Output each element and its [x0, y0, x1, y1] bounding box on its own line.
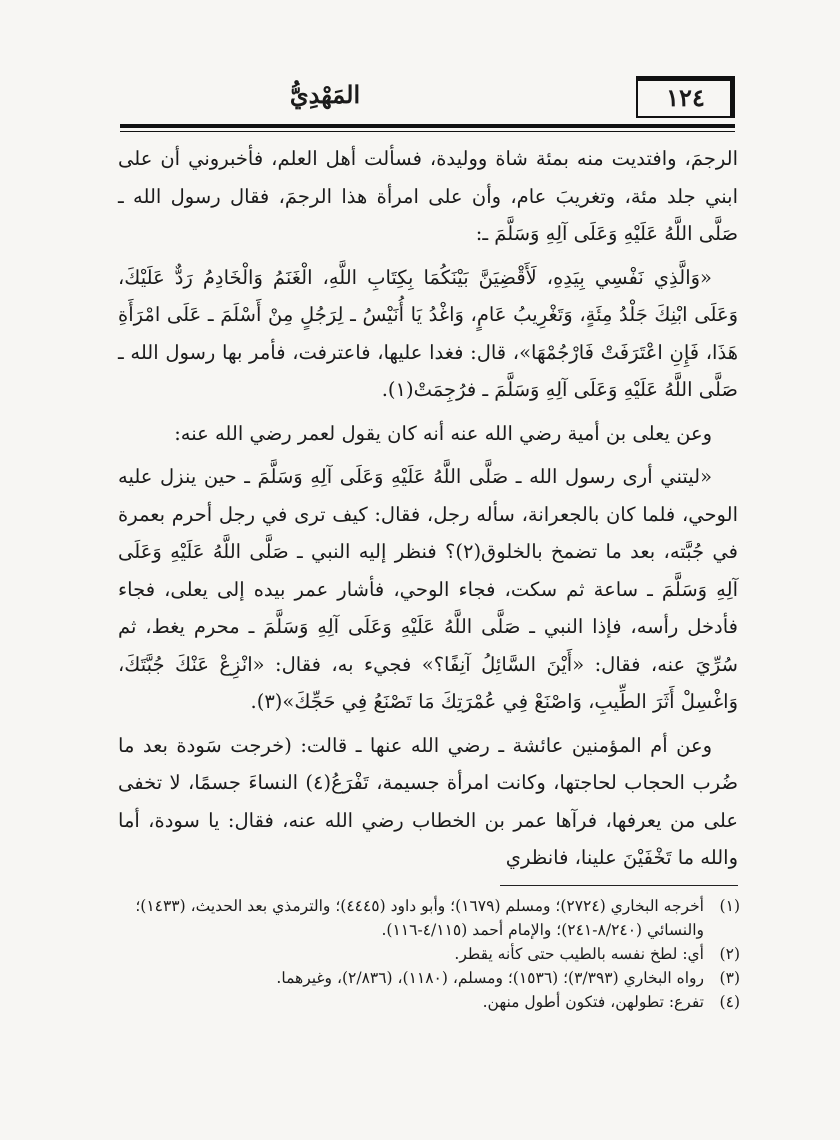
paragraph: وعن أم المؤمنين عائشة ـ رضي الله عنها ـ قالت: (خرجت سَودة بعد ما ضُرب الحجاب لحاجتها، وكانت امرأة جسيمة، تَفْرَعُ(٤) النساءَ جسمًا، لا تخفى على من يعرفها، فرآها عمر بن الخطاب رضي الله عنه، فقال: يا سودة، أما والله ما تَخْفَيْنَ علينا، فانظري — [118, 733, 738, 869]
paragraph: الرجمَ، وافتديت منه بمئة شاة ووليدة، فسألت أهل العلم، فأخبروني أن على ابني جلد مئة، وتغريبَ عام، وأن على امرأة هذا الرجمَ، فقال رسول الله ـ صَلَّى اللَّهُ عَلَيْهِ وَعَلَى آلِهِ وَسَلَّمَ ـ: — [118, 147, 738, 245]
page-header — [120, 72, 735, 122]
page-number: ١٢٤ — [636, 76, 735, 118]
footnote: (١)أخرجه البخاري (٢٧٢٤)؛ ومسلم (١٦٧٩)؛ وأبو داود (٤٤٤٥)؛ والترمذي بعد الحديث، (١٤٣٣)؛ والنسائي (٨/٢٤٠-٢٤١)؛ والإمام أحمد (٤/١١٥-١١٦). — [135, 897, 740, 939]
footnote: (٤)تفرع: تطولهن، فتكون أطول منهن. — [482, 993, 740, 1011]
footnote: (٢)أي: لطخ نفسه بالطيب حتى كأنه يقطر. — [454, 945, 740, 963]
header-rule-thick — [120, 124, 735, 128]
footnote: (٣)رواه البخاري (٣/٣٩٣)؛ (١٥٣٦)؛ ومسلم، (١١٨٠)، (٢/٨٣٦)، وغيرهما. — [276, 969, 740, 987]
book-title: المَهْدِيُّ — [289, 80, 361, 109]
paragraph: «ليتني أرى رسول الله ـ صَلَّى اللَّهُ عَلَيْهِ وَعَلَى آلِهِ وَسَلَّمَ ـ حين ينزل عليه الوحي، فلما كان بالجعرانة، سأله رجل، فقال: كيف ترى في رجل أحرم بعمرة في جُبَّته، بعد ما تضمخ بالخلوق(٢)؟ فنظر إليه النبي ـ صَلَّى اللَّهُ عَلَيْهِ وَعَلَى آلِهِ وَسَلَّمَ ـ ساعة ثم سكت، فجاء الوحي، فأشار عمر بيده إلى يعلى، فجاء فأدخل رأسه، فإذا النبي ـ صَلَّى اللَّهُ عَلَيْهِ وَعَلَى آلِهِ وَسَلَّمَ ـ محرم يغط، ثم سُرِّيَ عنه، فقال: «أَيْنَ السَّائِلُ آنِفًا؟» فجيء به، فقال: «انْزِعْ عَنْكَ جُبَّتَكَ، وَاغْسِلْ أَثَرَ الطِّيبِ، وَاصْنَعْ فِي عُمْرَتِكَ مَا تَصْنَعُ فِي حَجِّكَ»(٣). — [118, 465, 738, 713]
main-text — [118, 140, 738, 883]
footnote-separator — [500, 885, 738, 886]
paragraph: وعن يعلى بن أمية رضي الله عنه أنه كان يقول لعمر رضي الله عنه: — [174, 421, 712, 445]
footnotes — [118, 894, 740, 1014]
paragraph: «وَالَّذِي نَفْسِي بِيَدِهِ، لَأَقْضِيَنَّ بَيْنَكُمَا بِكِتَابِ اللَّهِ، الْغَنَمُ وَالْخَادِمُ رَدٌّ عَلَيْكَ، وَعَلَى ابْنِكَ جَلْدُ مِئَةٍ، وَتَغْرِيبُ عَامٍ، وَاغْدُ يَا أُنَيْسُ ـ لِرَجُلٍ مِنْ أَسْلَمَ ـ عَلَى امْرَأَةِ هَذَا، فَإِنِ اعْتَرَفَتْ فَارْجُمْهَا»، قال: فغدا عليها، فاعترفت، فأمر بها رسول الله ـ صَلَّى اللَّهُ عَلَيْهِ وَعَلَى آلِهِ وَسَلَّمَ ـ فرُجِمَتْ(١). — [118, 265, 738, 401]
header-rule-thin — [120, 131, 735, 132]
